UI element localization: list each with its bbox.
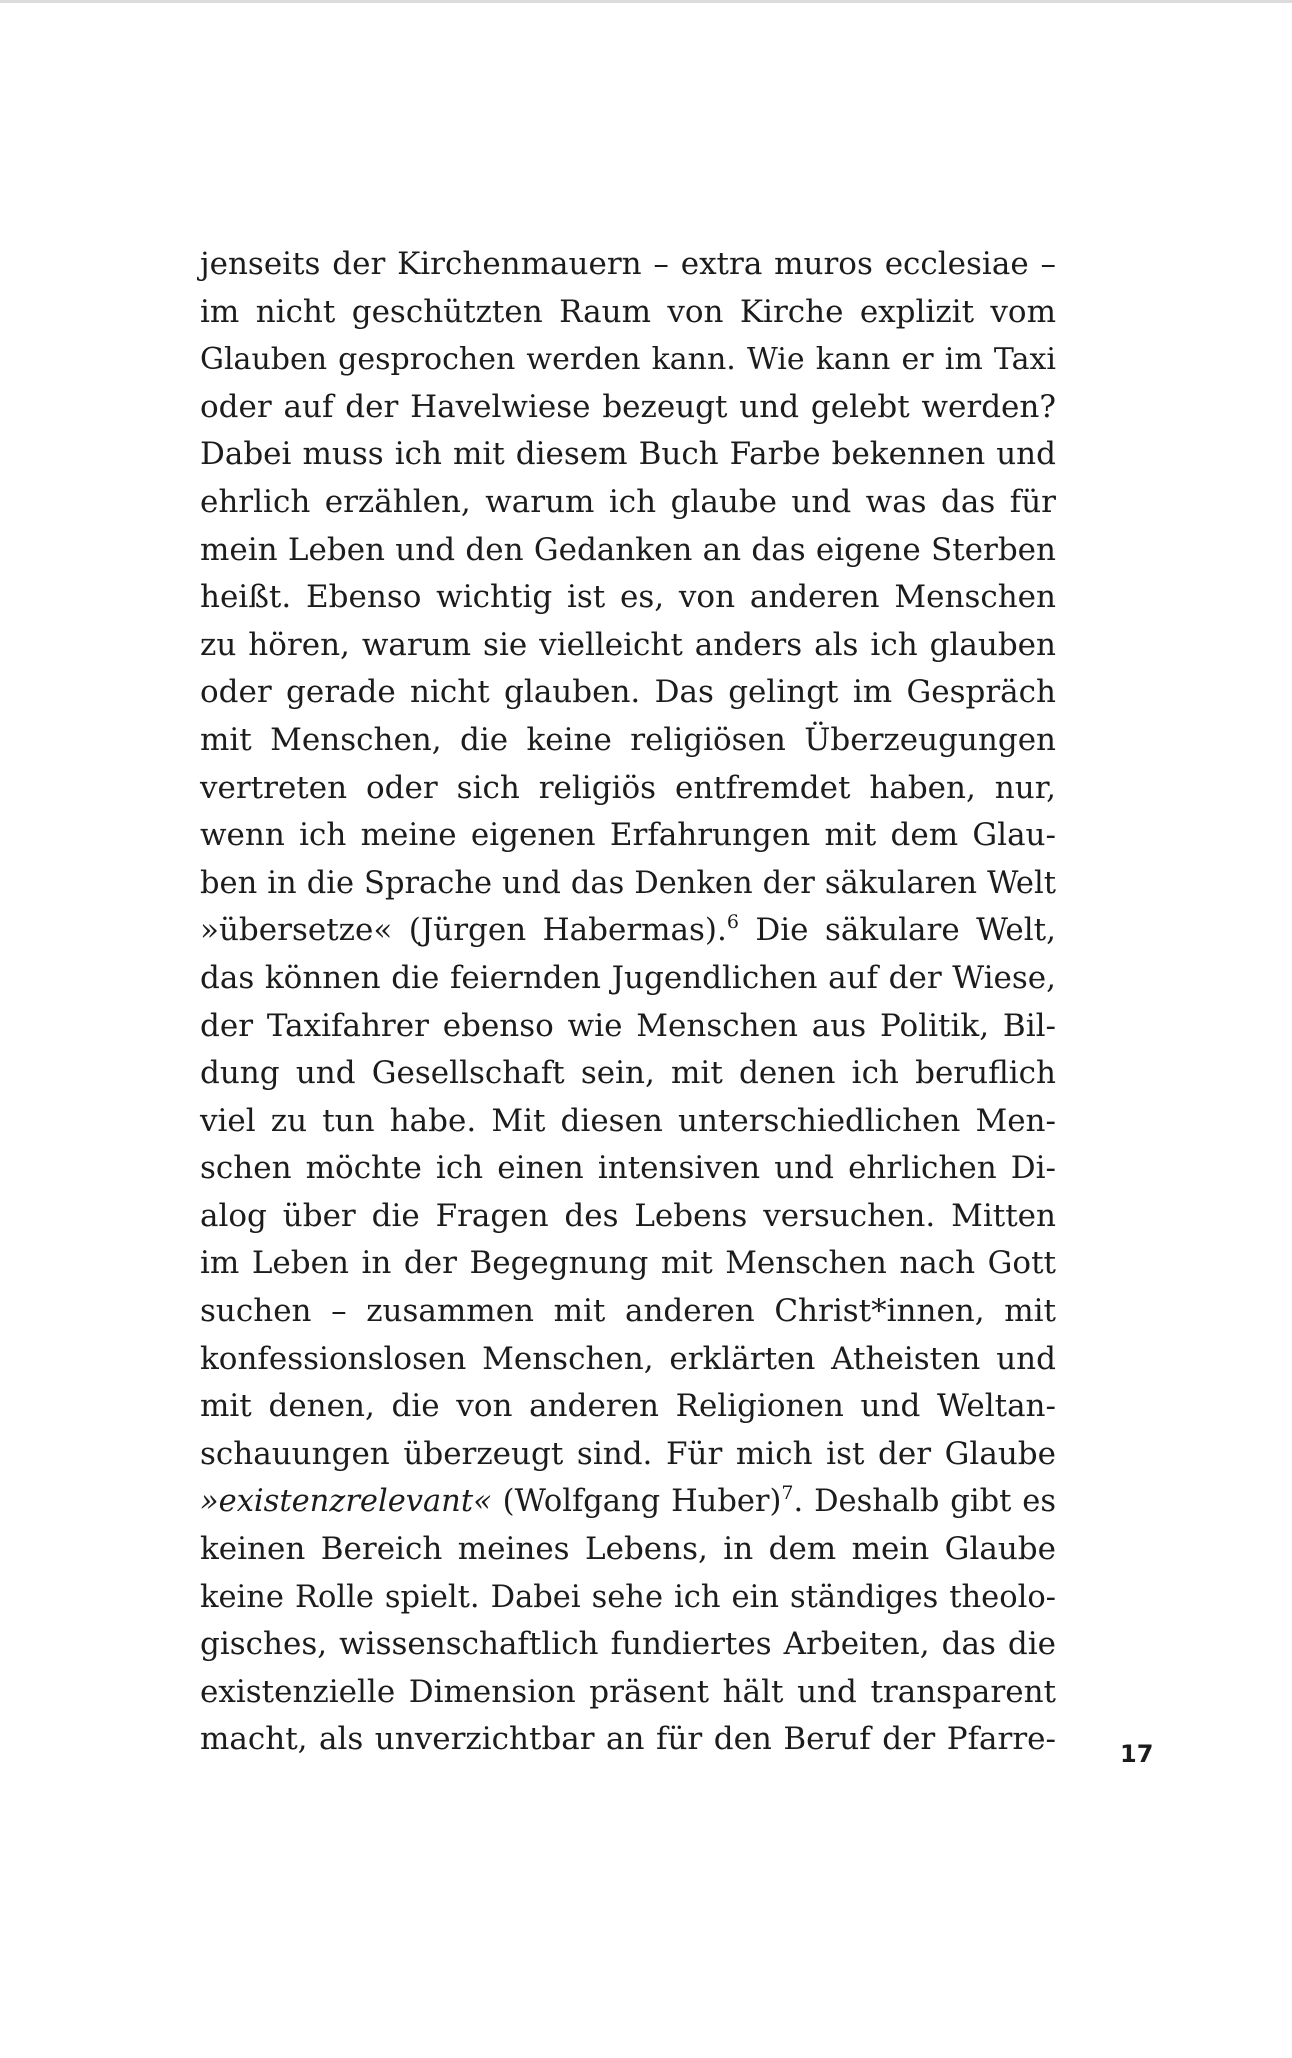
text-line: alog über die Fragen des Lebens versuchen. Mitten: [200, 1197, 1056, 1234]
text-line: jenseits der Kirchenmauern – extra muros ecclesiae –: [200, 246, 1056, 282]
text-line: mein Leben und den Gedanken an das eigene Sterben: [200, 531, 1056, 568]
top-rule: [0, 0, 1292, 3]
footnote-marker: 6: [726, 911, 739, 934]
text-line: keinen Bereich meines Lebens, in dem mein Glaube: [200, 1531, 1056, 1568]
text-line: gisches, wissenschaftlich fundiertes Arbeiten, das die: [200, 1626, 1056, 1663]
text-line: zu hören, warum sie vielleicht anders als ich glauben: [200, 626, 1056, 663]
text-line: wenn ich meine eigenen Erfahrungen mit dem Glau-: [200, 817, 1056, 854]
text-line: Dabei muss ich mit diesem Buch Farbe bekennen und: [200, 436, 1056, 473]
text-line: ehrlich erzählen, warum ich glaube und was das für: [200, 483, 1056, 520]
italic-quote: »existenzrelevant«: [200, 1484, 492, 1520]
text-line: suchen – zusammen mit anderen Christ*innen, mit: [200, 1293, 1056, 1330]
line-text: (Wolfgang Huber): [491, 1484, 782, 1520]
text-line: schen möchte ich einen intensiven und ehrlichen Di-: [200, 1150, 1056, 1187]
text-line: oder gerade nicht glauben. Das gelingt im Gespräch: [200, 674, 1056, 711]
text-line: Glauben gesprochen werden kann. Wie kann er im Taxi: [200, 342, 1056, 378]
line-text: . Deshalb gibt es: [793, 1484, 1056, 1520]
text-line: dung und Gesellschaft sein, mit denen ich beruflich: [200, 1055, 1056, 1092]
text-line: schauungen überzeugt sind. Für mich ist der Glaube: [200, 1435, 1056, 1472]
text-line: vertreten oder sich religiös entfremdet haben, nur,: [200, 769, 1056, 806]
line-text: »übersetze« (Jürgen Habermas).: [200, 912, 727, 949]
text-line: der Taxifahrer ebenso wie Menschen aus Politik, Bil-: [200, 1007, 1056, 1044]
text-line: konfessionslosen Menschen, erklärten Atheisten und: [200, 1340, 1056, 1377]
text-line: im Leben in der Begegnung mit Menschen nach Gott: [200, 1245, 1056, 1282]
text-line: existenzielle Dimension präsent hält und transparent: [200, 1673, 1056, 1710]
body-text: [200, 241, 1056, 1764]
footnote-marker: 7: [781, 1482, 794, 1505]
page-number: 17: [1120, 1740, 1154, 1768]
text-line: im nicht geschützten Raum von Kirche explizit vom: [200, 293, 1056, 330]
text-line: viel zu tun habe. Mit diesen unterschiedlichen Men-: [200, 1102, 1056, 1139]
text-line: oder auf der Havelwiese bezeugt und gelebt werden?: [200, 388, 1056, 425]
line-text: Die säkulare Welt,: [738, 912, 1056, 949]
text-line: ben in die Sprache und das Denken der säkularen Welt: [200, 865, 1056, 901]
text-line-with-footnote: [200, 1478, 1056, 1526]
text-line: das können die feiernden Jugendlichen auf der Wiese,: [200, 959, 1056, 996]
text-line: mit denen, die von anderen Religionen und Weltan-: [200, 1388, 1056, 1425]
text-line: mit Menschen, die keine religiösen Überzeugungen: [200, 721, 1056, 758]
text-line: keine Rolle spielt. Dabei sehe ich ein ständiges theolo-: [200, 1579, 1056, 1615]
text-line: macht, als unverzichtbar an für den Beruf der Pfarre-: [200, 1721, 1056, 1758]
text-line-with-footnote: [200, 907, 1056, 955]
text-line: heißt. Ebenso wichtig ist es, von anderen Menschen: [200, 579, 1056, 616]
